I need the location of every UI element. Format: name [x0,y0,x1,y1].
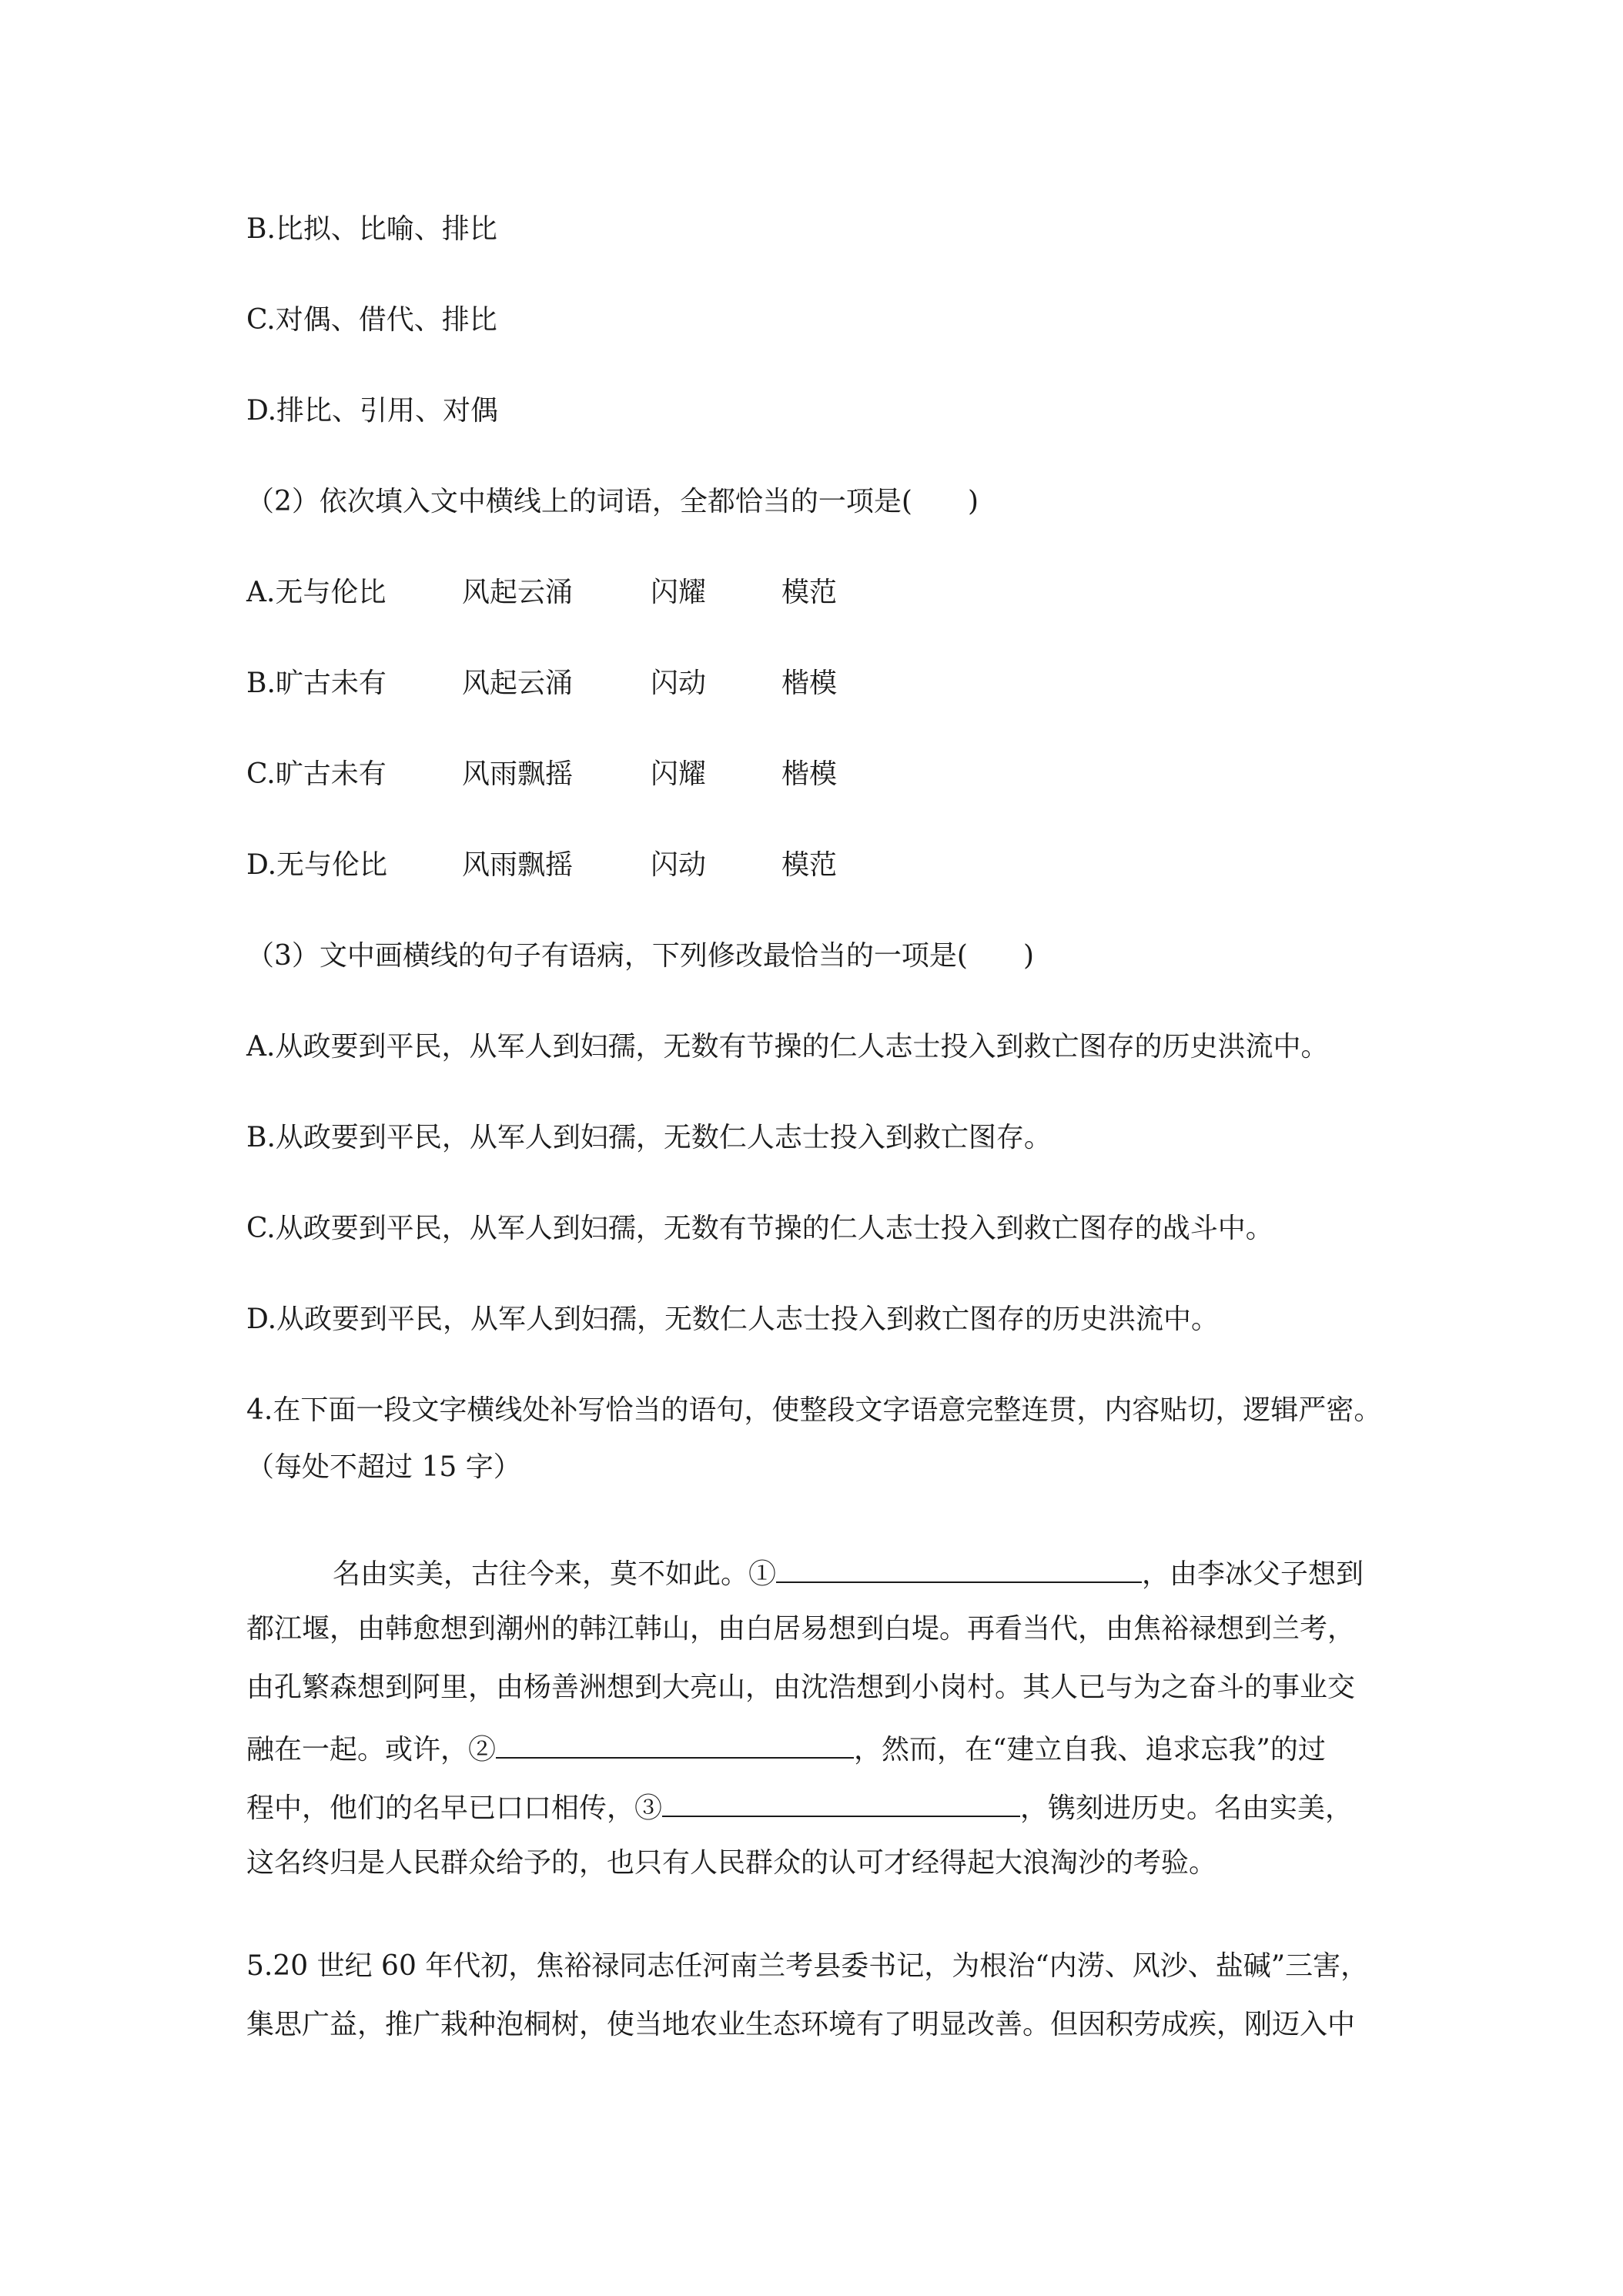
option-word: 风起云涌 [462,668,574,699]
option-word: 楷模 [781,668,838,699]
q3-1-option-d: D.排比、引用、对偶 [246,395,499,427]
q4-stem-line1: 4.在下面一段文字横线处补写恰当的语句，使整段文字语意完整连贯，内容贴切，逻辑严密。 [246,1394,1382,1426]
q4-text: ，然而，在“建立自我、追求忘我”的过 [854,1734,1326,1766]
option-label: A.无与伦比 [246,577,387,608]
q5-line1: 5.20 世纪 60 年代初，焦裕禄同志任河南兰考县委书记，为根治“内涝、风沙、盐碱”三害， [246,1950,1369,1982]
q3-3-option-b: B.从政要到平民，从军人到妇孺，无数仁人志士投入到救亡图存。 [246,1122,1052,1153]
q3-2-option-c [246,756,939,793]
q3-2-stem: （2）依次填入文中横线上的词语，全都恰当的一项是( ) [246,486,979,517]
q4-paragraph-line5 [246,1786,1353,1827]
option-word: 闪动 [651,668,707,699]
option-label: D.无与伦比 [246,849,388,881]
option-word: 模范 [781,577,838,608]
q3-3-stem: （3）文中画横线的句子有语病，下列修改最恰当的一项是( ) [246,940,1034,972]
option-word: 风起云涌 [462,577,574,608]
q4-paragraph-line6: 这名终归是人民群众给予的，也只有人民群众的认可才经得起大浪淘沙的考验。 [246,1847,1217,1879]
option-label: B.旷古未有 [246,668,387,699]
q4-paragraph-line4 [246,1728,1326,1769]
q4-text: ，由李冰父子想到 [1142,1558,1364,1590]
q3-2-option-b [246,665,939,702]
option-word: 楷模 [781,758,838,790]
option-word: 风雨飘摇 [462,849,574,881]
q3-3-option-c: C.从政要到平民，从军人到妇孺，无数有节操的仁人志士投入到救亡图存的战斗中。 [246,1213,1273,1244]
q4-text: 融在一起。或许，② [246,1734,497,1766]
q4-paragraph-line3: 由孔繁森想到阿里，由杨善洲想到大亮山，由沈浩想到小岗村。其人已与为之奋斗的事业交 [246,1672,1356,1703]
q4-paragraph-line2: 都江堰，由韩愈想到潮州的韩江韩山，由白居易想到白堤。再看当代，由焦裕禄想到兰考， [246,1613,1356,1645]
q3-2-option-a [246,574,939,611]
q3-3-option-d: D.从政要到平民，从军人到妇孺，无数仁人志士投入到救亡图存的历史洪流中。 [246,1304,1220,1335]
option-word: 闪耀 [651,577,707,608]
q4-stem-line2: （每处不超过 15 字） [246,1451,521,1483]
option-word: 模范 [781,849,838,881]
q3-2-option-d [246,847,939,884]
option-word: 风雨飘摇 [462,758,574,790]
blank-3-line [662,1786,1020,1817]
q4-text: 名由实美，古往今来，莫不如此。① [333,1558,777,1590]
blank-2-line [496,1728,854,1759]
blank-1-line [776,1552,1142,1583]
option-word: 闪动 [651,849,707,881]
q3-1-option-c: C.对偶、借代、排比 [246,304,497,336]
q5-line2: 集思广益，推广栽种泡桐树，使当地农业生态环境有了明显改善。但因积劳成疾，刚迈入中 [246,2009,1356,2040]
q4-text: ，镌刻进历史。名由实美， [1020,1792,1354,1824]
option-label: C.旷古未有 [246,758,387,790]
q4-text: 程中，他们的名早已口口相传，③ [246,1792,663,1824]
option-word: 闪耀 [651,758,707,790]
q4-paragraph-line1 [333,1552,1364,1593]
q3-1-option-b: B.比拟、比喻、排比 [246,213,497,245]
q3-3-option-a: A.从政要到平民，从军人到妇孺，无数有节操的仁人志士投入到救亡图存的历史洪流中。 [246,1031,1329,1063]
